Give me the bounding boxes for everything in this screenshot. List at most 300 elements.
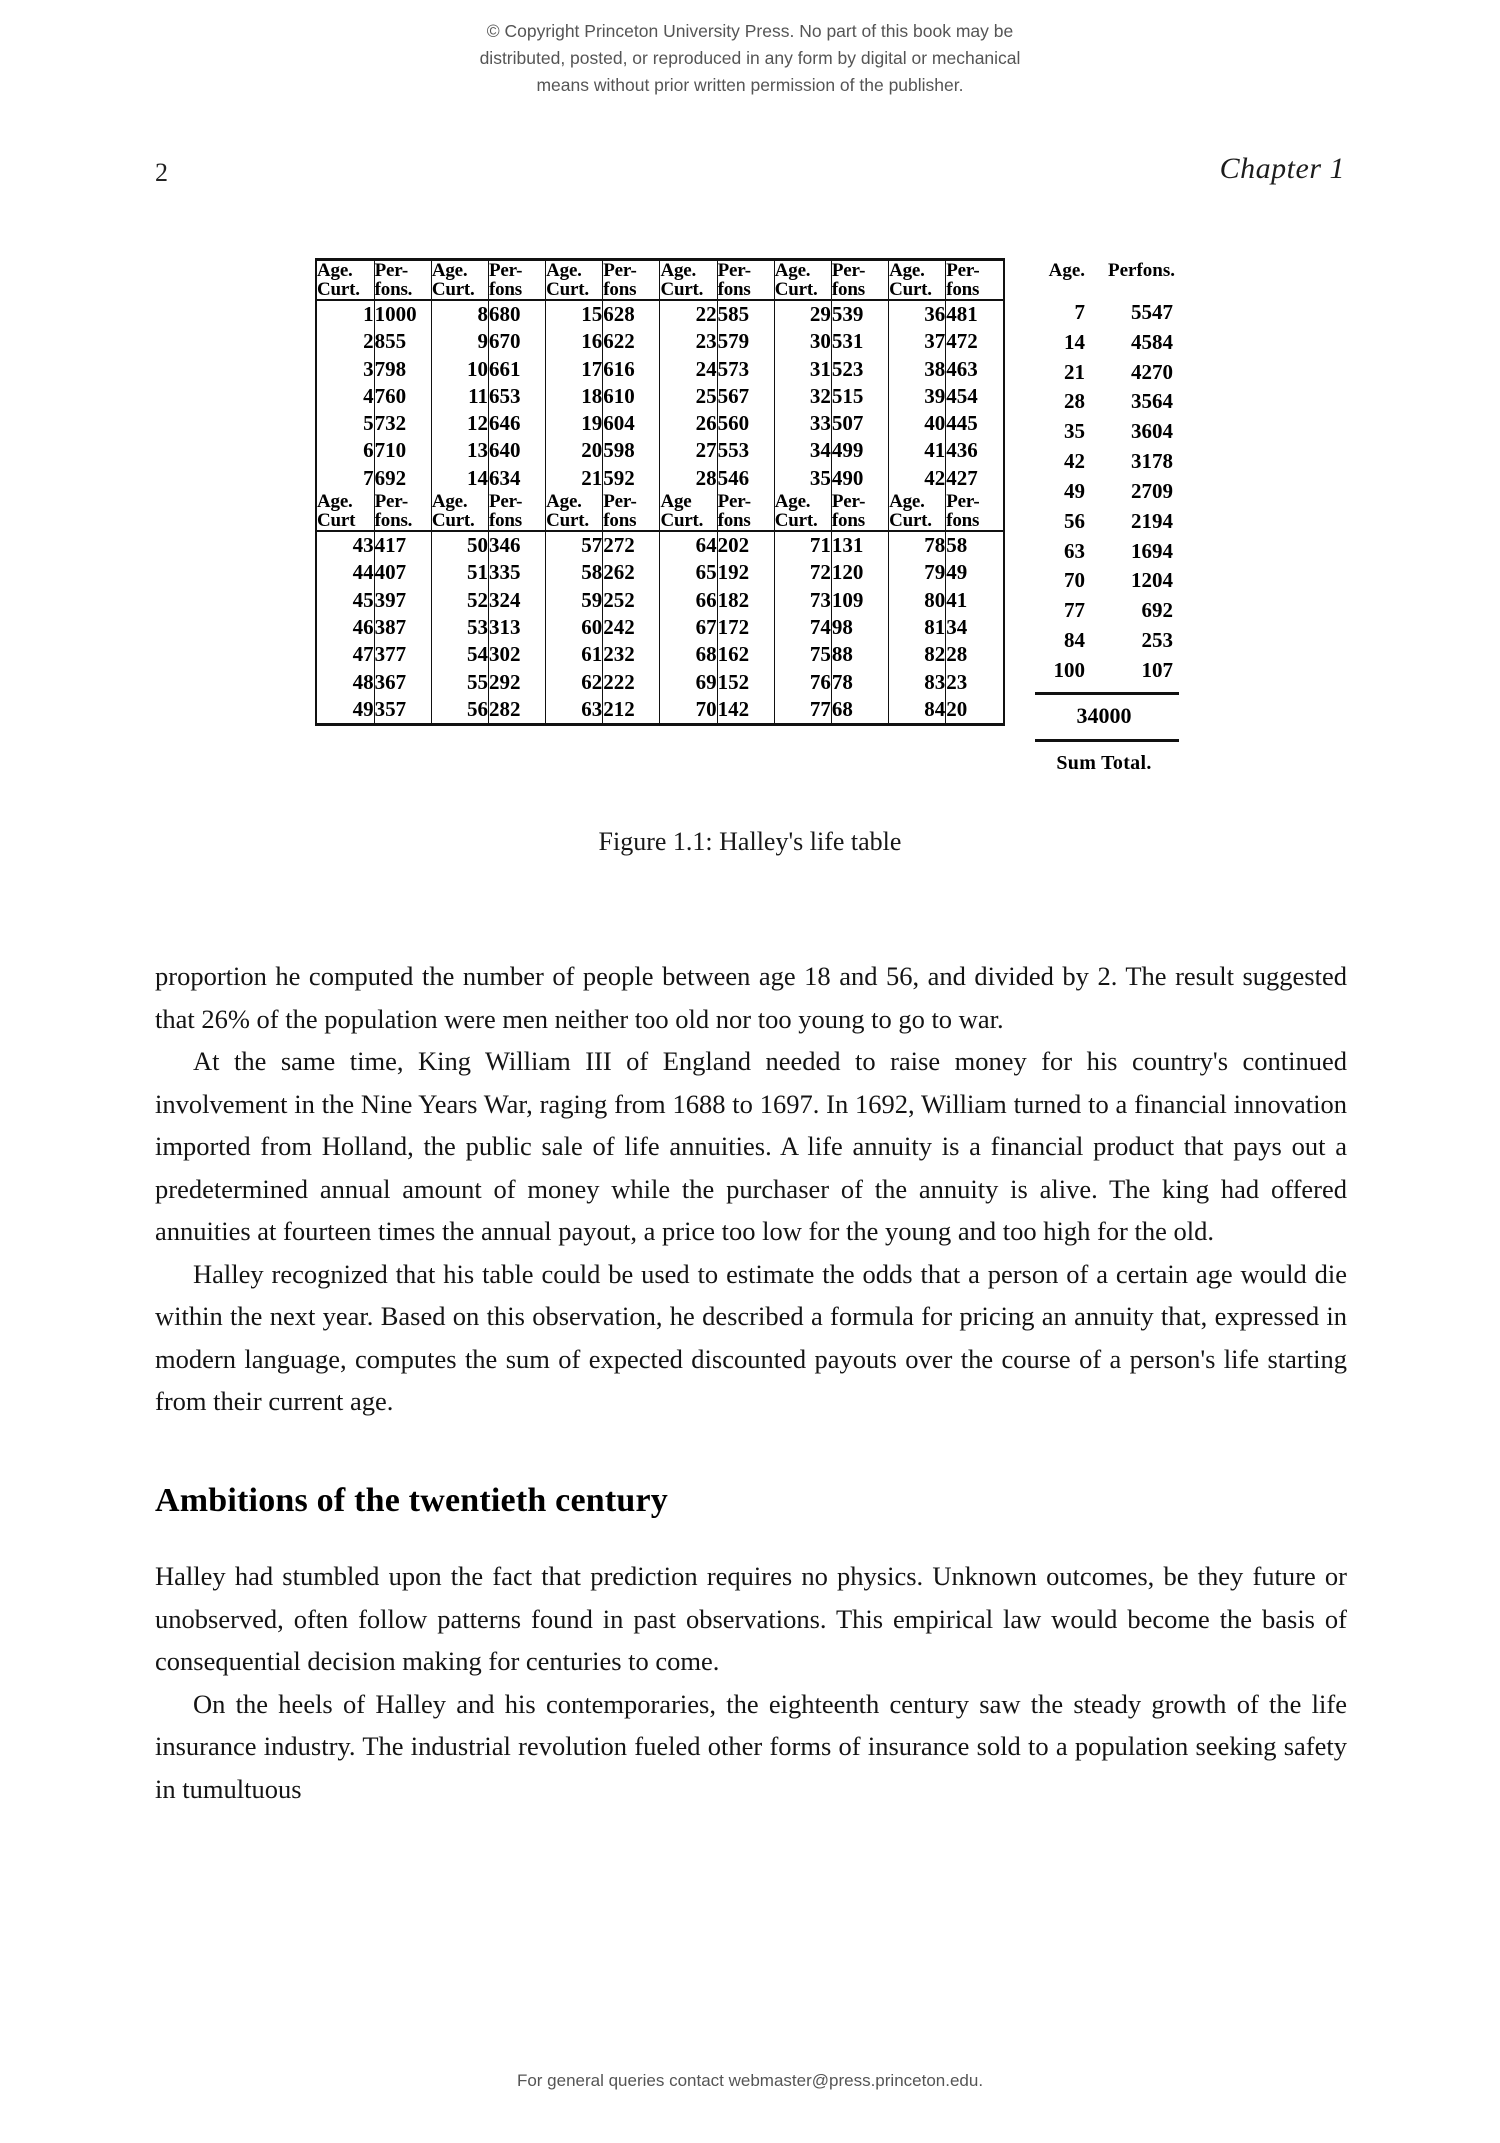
column-header — [488, 261, 545, 300]
column-header — [717, 261, 774, 300]
summary-total-label: Sum Total. — [1056, 751, 1152, 774]
cell-age-curt: 76 — [774, 669, 831, 696]
column-header-line1: Per- — [488, 491, 523, 513]
cell-age-curt: 28 — [660, 465, 717, 492]
summary-age: 70 — [1064, 568, 1085, 593]
cell-persons: 560 — [717, 410, 774, 437]
cell-age-curt: 77 — [774, 696, 831, 723]
cell-persons: 622 — [603, 328, 660, 355]
cell-age-curt: 67 — [660, 614, 717, 641]
column-header-line2: fons — [717, 510, 751, 532]
column-header-line1: Age. — [546, 260, 582, 281]
summary-rule-top — [1035, 692, 1179, 695]
column-header-line2: fons — [831, 279, 865, 300]
summary-persons: 3564 — [1131, 389, 1173, 414]
cell-persons: 313 — [488, 614, 545, 641]
cell-persons: 710 — [374, 437, 431, 464]
cell-age-curt: 54 — [431, 641, 488, 668]
cell-persons: 88 — [831, 641, 888, 668]
column-header-line1: Age. — [546, 491, 582, 513]
column-header — [889, 492, 946, 531]
column-header-line2: Curt. — [889, 279, 932, 300]
column-header-line1: Age — [660, 491, 692, 513]
cell-persons: 553 — [717, 437, 774, 464]
column-header-line2: Curt — [317, 510, 356, 532]
column-header — [717, 492, 774, 531]
cell-persons: 58 — [946, 533, 968, 558]
cell-age-curt: 66 — [660, 587, 717, 614]
column-header-line1: Per- — [488, 260, 523, 281]
summary-age: 7 — [1074, 300, 1085, 324]
summary-rule-bottom — [1035, 739, 1179, 742]
cell-age-curt: 62 — [546, 669, 603, 696]
cell-age-curt: 2 — [317, 328, 374, 355]
summary-persons: 5547 — [1131, 300, 1173, 324]
column-header — [603, 492, 660, 531]
column-header-line1: Age. — [317, 260, 353, 281]
cell-age-curt: 64 — [660, 531, 717, 559]
cell-persons: 680 — [488, 300, 545, 328]
summary-age: 63 — [1064, 538, 1085, 563]
column-header-line1: Per- — [946, 260, 980, 281]
cell-persons: 335 — [488, 559, 545, 586]
column-header — [431, 261, 488, 300]
summary-row — [1029, 477, 1179, 507]
column-header-line2: fons — [946, 510, 980, 532]
table-row — [317, 410, 1003, 437]
cell-persons: 539 — [831, 300, 888, 328]
cell-persons: 20 — [946, 696, 968, 721]
table-row — [317, 696, 1003, 723]
cell-persons: 397 — [374, 587, 431, 614]
cell-age-curt: 58 — [546, 559, 603, 586]
summary-row — [1029, 447, 1179, 477]
summary-persons: 2194 — [1131, 508, 1173, 533]
page-number: 2 — [155, 158, 168, 187]
cell-age-curt: 18 — [546, 383, 603, 410]
cell-age-curt: 19 — [546, 410, 603, 437]
cell-persons: 49 — [946, 560, 968, 585]
cell-age-curt: 21 — [546, 465, 603, 492]
cell-age-curt: 55 — [431, 669, 488, 696]
cell-age-curt: 15 — [546, 300, 603, 328]
cell-persons: 692 — [374, 465, 431, 492]
column-header-line2: fons — [603, 279, 637, 300]
column-header-line2: fons — [946, 279, 980, 300]
column-header-line2: Curt. — [546, 510, 589, 532]
cell-persons: 798 — [374, 356, 431, 383]
column-header — [774, 492, 831, 531]
summary-age: 21 — [1064, 359, 1085, 384]
cell-persons: 192 — [717, 559, 774, 586]
cell-persons: 585 — [717, 300, 774, 328]
cell-persons: 628 — [603, 300, 660, 328]
cell-persons: 640 — [488, 437, 545, 464]
copyright-line-1: © Copyright Princeton University Press. No part of this book may be — [486, 21, 1014, 41]
septennial-summary-column — [1029, 258, 1179, 775]
halley-table-box — [315, 258, 1005, 726]
column-header-line2: fons — [717, 279, 751, 300]
column-header-line1: Per- — [831, 260, 866, 281]
summary-age: 100 — [1053, 657, 1085, 682]
column-header-line2: fons — [831, 510, 865, 532]
column-header — [431, 492, 488, 531]
cell-age-curt: 60 — [546, 614, 603, 641]
summary-persons: 107 — [1141, 657, 1173, 682]
cell-persons: 387 — [374, 614, 431, 641]
cell-persons: 1000 — [374, 300, 431, 328]
table-row — [317, 356, 1003, 383]
cell-age-curt: 6 — [317, 437, 374, 464]
summary-age: 49 — [1064, 478, 1085, 503]
cell-age-curt: 3 — [317, 356, 374, 383]
column-header — [774, 261, 831, 300]
column-header — [374, 492, 431, 531]
cell-persons: 346 — [488, 531, 545, 559]
cell-persons: 302 — [488, 641, 545, 668]
table-row — [317, 383, 1003, 410]
cell-age-curt: 31 — [774, 356, 831, 383]
cell-persons: 98 — [831, 614, 888, 641]
summary-persons: 4270 — [1131, 359, 1173, 384]
cell-age-curt: 20 — [546, 437, 603, 464]
column-header-line2: fons. — [374, 510, 413, 532]
column-header-line2: Curt. — [546, 279, 589, 300]
cell-persons: 445 — [946, 411, 978, 436]
cell-age-curt: 26 — [660, 410, 717, 437]
table-row — [317, 614, 1003, 641]
column-header — [660, 261, 717, 300]
cell-persons: 78 — [831, 669, 888, 696]
cell-age-curt: 50 — [431, 531, 488, 559]
cell-age-curt: 78 — [889, 531, 946, 559]
cell-persons: 131 — [831, 531, 888, 559]
summary-header-age: Age. — [1048, 260, 1085, 281]
cell-age-curt: 84 — [889, 696, 946, 723]
cell-age-curt: 13 — [431, 437, 488, 464]
summary-persons: 253 — [1141, 627, 1173, 652]
column-header-line1: Age. — [889, 491, 925, 513]
cell-age-curt: 75 — [774, 641, 831, 668]
summary-row — [1029, 626, 1179, 656]
cell-persons: 646 — [488, 410, 545, 437]
table-row — [317, 465, 1003, 492]
cell-age-curt: 44 — [317, 559, 374, 586]
halley-table-grid — [317, 261, 1003, 723]
column-header-line1: Per- — [374, 260, 408, 281]
summary-age: 35 — [1064, 419, 1085, 444]
column-header-line1: Age. — [774, 491, 811, 513]
chapter-title: Chapter 1 — [1219, 152, 1345, 185]
cell-age-curt: 12 — [431, 410, 488, 437]
summary-age: 77 — [1064, 598, 1085, 623]
cell-age-curt: 1 — [317, 300, 374, 328]
table-row — [317, 437, 1003, 464]
cell-age-curt: 43 — [317, 531, 374, 559]
cell-persons: 670 — [488, 328, 545, 355]
paragraph: Halley had stumbled upon the fact that prediction requires no physics. Unknown outcomes, be they future or unobserved, often follow patterns found in past observations. This empirical law would become the basis of consequential decision making for centuries to come. — [155, 1561, 1347, 1677]
cell-persons: 573 — [717, 356, 774, 383]
cell-age-curt: 7 — [317, 465, 374, 492]
cell-persons: 324 — [488, 587, 545, 614]
summary-row — [1029, 656, 1179, 686]
column-header-line2: Curt. — [317, 279, 360, 300]
cell-age-curt: 72 — [774, 559, 831, 586]
cell-age-curt: 48 — [317, 669, 374, 696]
cell-persons: 567 — [717, 383, 774, 410]
cell-age-curt: 41 — [889, 437, 946, 464]
column-header — [889, 261, 946, 300]
cell-persons: 732 — [374, 410, 431, 437]
cell-age-curt: 30 — [774, 328, 831, 355]
column-header — [660, 492, 717, 531]
column-header — [546, 492, 603, 531]
cell-persons: 490 — [831, 465, 888, 492]
cell-persons: 212 — [603, 696, 660, 723]
copyright-line-2: distributed, posted, or reproduced in any form by digital or mechanical — [479, 48, 1021, 69]
column-header — [946, 261, 1003, 300]
cell-age-curt: 36 — [889, 300, 946, 328]
paragraph: Halley recognized that his table could be used to estimate the odds that a person of a certain age would die within the next year. Based on this observation, he described a formula for pricing an annuity that, expressed in modern language, computes the sum of expected discounted payouts over the course of a person's life starting from their current age. — [155, 1258, 1347, 1416]
cell-persons: 499 — [831, 437, 888, 464]
cell-persons: 472 — [946, 329, 978, 354]
summary-row — [1029, 417, 1179, 447]
cell-age-curt: 5 — [317, 410, 374, 437]
cell-persons: 377 — [374, 641, 431, 668]
cell-persons: 463 — [946, 356, 978, 381]
column-header — [546, 261, 603, 300]
cell-age-curt: 33 — [774, 410, 831, 437]
column-header-line1: Age. — [889, 260, 925, 281]
cell-persons: 252 — [603, 587, 660, 614]
cell-age-curt: 56 — [431, 696, 488, 723]
summary-persons: 4584 — [1131, 329, 1173, 354]
summary-age: 42 — [1064, 449, 1085, 474]
copyright-line-3: means without prior written permission of the publisher. — [536, 75, 964, 96]
column-header-line1: Age. — [774, 260, 811, 281]
cell-persons: 242 — [603, 614, 660, 641]
cell-age-curt: 46 — [317, 614, 374, 641]
cell-age-curt: 69 — [660, 669, 717, 696]
cell-persons: 120 — [831, 559, 888, 586]
cell-persons: 507 — [831, 410, 888, 437]
table-row — [317, 641, 1003, 668]
column-header-line2: Curt. — [774, 510, 818, 532]
cell-persons: 292 — [488, 669, 545, 696]
column-header — [831, 261, 888, 300]
cell-age-curt: 70 — [660, 696, 717, 723]
cell-age-curt: 42 — [889, 465, 946, 492]
cell-age-curt: 23 — [660, 328, 717, 355]
cell-persons: 523 — [831, 356, 888, 383]
cell-age-curt: 35 — [774, 465, 831, 492]
cell-age-curt: 83 — [889, 669, 946, 696]
cell-persons: 515 — [831, 383, 888, 410]
column-header-line1: Per- — [946, 491, 980, 513]
running-head — [155, 152, 1345, 198]
cell-age-curt: 82 — [889, 641, 946, 668]
cell-persons: 454 — [946, 383, 978, 408]
cell-age-curt: 63 — [546, 696, 603, 723]
cell-persons: 232 — [603, 641, 660, 668]
summary-row — [1029, 566, 1179, 596]
page-footer: For general queries contact webmaster@press.princeton.edu. — [516, 2071, 984, 2090]
table-row — [317, 669, 1003, 696]
copyright-notice — [0, 18, 1500, 99]
table-header-row — [317, 492, 1003, 531]
column-header-line1: Per- — [374, 491, 408, 513]
column-header-line1: Age. — [431, 491, 468, 513]
column-header — [603, 261, 660, 300]
summary-age: 14 — [1064, 329, 1085, 354]
cell-persons: 202 — [717, 531, 774, 559]
cell-age-curt: 22 — [660, 300, 717, 328]
figure-1-1 — [0, 258, 1500, 857]
summary-row — [1029, 328, 1179, 358]
cell-age-curt: 49 — [317, 696, 374, 723]
summary-age: 56 — [1064, 508, 1085, 533]
column-header-line2: fons. — [374, 279, 413, 300]
cell-age-curt: 10 — [431, 356, 488, 383]
cell-age-curt: 47 — [317, 641, 374, 668]
cell-age-curt: 71 — [774, 531, 831, 559]
summary-persons: 1204 — [1131, 568, 1173, 593]
cell-age-curt: 16 — [546, 328, 603, 355]
column-header-line2: Curt. — [660, 279, 704, 300]
column-header-line1: Per- — [603, 491, 637, 513]
cell-persons: 23 — [946, 669, 968, 694]
summary-row — [1029, 358, 1179, 388]
cell-persons: 661 — [488, 356, 545, 383]
cell-persons: 436 — [946, 438, 978, 463]
column-header-line2: Curt. — [774, 279, 818, 300]
cell-persons: 142 — [717, 696, 774, 723]
summary-row — [1029, 507, 1179, 537]
cell-persons: 760 — [374, 383, 431, 410]
summary-row — [1029, 298, 1179, 328]
body-text — [155, 955, 1347, 1810]
cell-persons: 172 — [717, 614, 774, 641]
cell-age-curt: 17 — [546, 356, 603, 383]
column-header-line1: Per- — [831, 491, 866, 513]
column-header-line2: Curt. — [660, 510, 704, 532]
column-header — [831, 492, 888, 531]
summary-persons: 3178 — [1131, 449, 1173, 474]
summary-row — [1029, 596, 1179, 626]
cell-age-curt: 29 — [774, 300, 831, 328]
table-row — [317, 300, 1003, 328]
cell-persons: 653 — [488, 383, 545, 410]
cell-age-curt: 68 — [660, 641, 717, 668]
cell-persons: 634 — [488, 465, 545, 492]
cell-age-curt: 38 — [889, 356, 946, 383]
cell-age-curt: 24 — [660, 356, 717, 383]
column-header-line2: Curt. — [889, 510, 932, 532]
cell-age-curt: 52 — [431, 587, 488, 614]
cell-age-curt: 32 — [774, 383, 831, 410]
column-header-line2: fons — [603, 510, 637, 532]
summary-row — [1029, 537, 1179, 567]
cell-age-curt: 25 — [660, 383, 717, 410]
cell-persons: 357 — [374, 696, 431, 723]
summary-persons: 2709 — [1131, 478, 1173, 503]
column-header-line2: fons — [488, 510, 522, 532]
cell-age-curt: 11 — [431, 383, 488, 410]
cell-persons: 262 — [603, 559, 660, 586]
cell-persons: 598 — [603, 437, 660, 464]
summary-age: 84 — [1064, 627, 1085, 652]
column-header-line1: Age. — [317, 491, 353, 513]
column-header-line2: fons — [488, 279, 522, 300]
cell-age-curt: 65 — [660, 559, 717, 586]
cell-persons: 407 — [374, 559, 431, 586]
cell-persons: 592 — [603, 465, 660, 492]
summary-persons: 692 — [1141, 598, 1173, 623]
section-heading: Ambitions of the twentieth century — [155, 1481, 668, 1519]
table-header-row — [317, 261, 1003, 300]
column-header-line1: Per- — [603, 260, 637, 281]
cell-persons: 855 — [374, 328, 431, 355]
column-header-line1: Age. — [660, 260, 697, 281]
cell-age-curt: 80 — [889, 587, 946, 614]
cell-age-curt: 74 — [774, 614, 831, 641]
column-header-line2: Curt. — [431, 279, 475, 300]
column-header — [946, 492, 1003, 531]
cell-persons: 272 — [603, 531, 660, 559]
summary-total-value: 34000 — [1076, 702, 1132, 728]
table-row — [317, 587, 1003, 614]
cell-age-curt: 79 — [889, 559, 946, 586]
column-header — [374, 261, 431, 300]
cell-age-curt: 53 — [431, 614, 488, 641]
cell-age-curt: 34 — [774, 437, 831, 464]
cell-persons: 481 — [946, 302, 978, 326]
cell-persons: 68 — [831, 696, 888, 723]
cell-age-curt: 40 — [889, 410, 946, 437]
cell-persons: 162 — [717, 641, 774, 668]
cell-persons: 182 — [717, 587, 774, 614]
table-row — [317, 559, 1003, 586]
cell-persons: 579 — [717, 328, 774, 355]
paragraph: At the same time, King William III of England needed to raise money for his country's continued involvement in the Nine Years War, raging from 1688 to 1697. In 1692, William turned to a financial innovation imported from Holland, the public sale of life annuities. A life annuity is a financial product that pays out a predetermined annual amount of money while the purchaser of the annuity is alive. The king had offered annuities at fourteen times the annual payout, a price too low for the young and too high for the old. — [155, 1046, 1347, 1246]
cell-persons: 427 — [946, 465, 978, 490]
column-header — [317, 492, 374, 531]
column-header — [488, 492, 545, 531]
cell-age-curt: 81 — [889, 614, 946, 641]
cell-persons: 417 — [374, 531, 431, 559]
cell-age-curt: 27 — [660, 437, 717, 464]
cell-persons: 34 — [946, 614, 968, 639]
table-row — [317, 531, 1003, 559]
column-header-line1: Per- — [717, 260, 751, 281]
figure-caption: Figure 1.1: Halley's life table — [598, 826, 902, 856]
cell-persons: 367 — [374, 669, 431, 696]
cell-persons: 152 — [717, 669, 774, 696]
summary-persons: 1694 — [1131, 538, 1173, 563]
cell-persons: 610 — [603, 383, 660, 410]
summary-header-row — [1029, 260, 1179, 282]
cell-age-curt: 4 — [317, 383, 374, 410]
column-header-line1: Age. — [431, 260, 468, 281]
column-header-line1: Per- — [717, 491, 751, 513]
cell-persons: 531 — [831, 328, 888, 355]
cell-age-curt: 73 — [774, 587, 831, 614]
cell-age-curt: 8 — [431, 300, 488, 328]
cell-persons: 28 — [946, 642, 968, 667]
cell-persons: 282 — [488, 696, 545, 723]
cell-age-curt: 57 — [546, 531, 603, 559]
cell-persons: 616 — [603, 356, 660, 383]
